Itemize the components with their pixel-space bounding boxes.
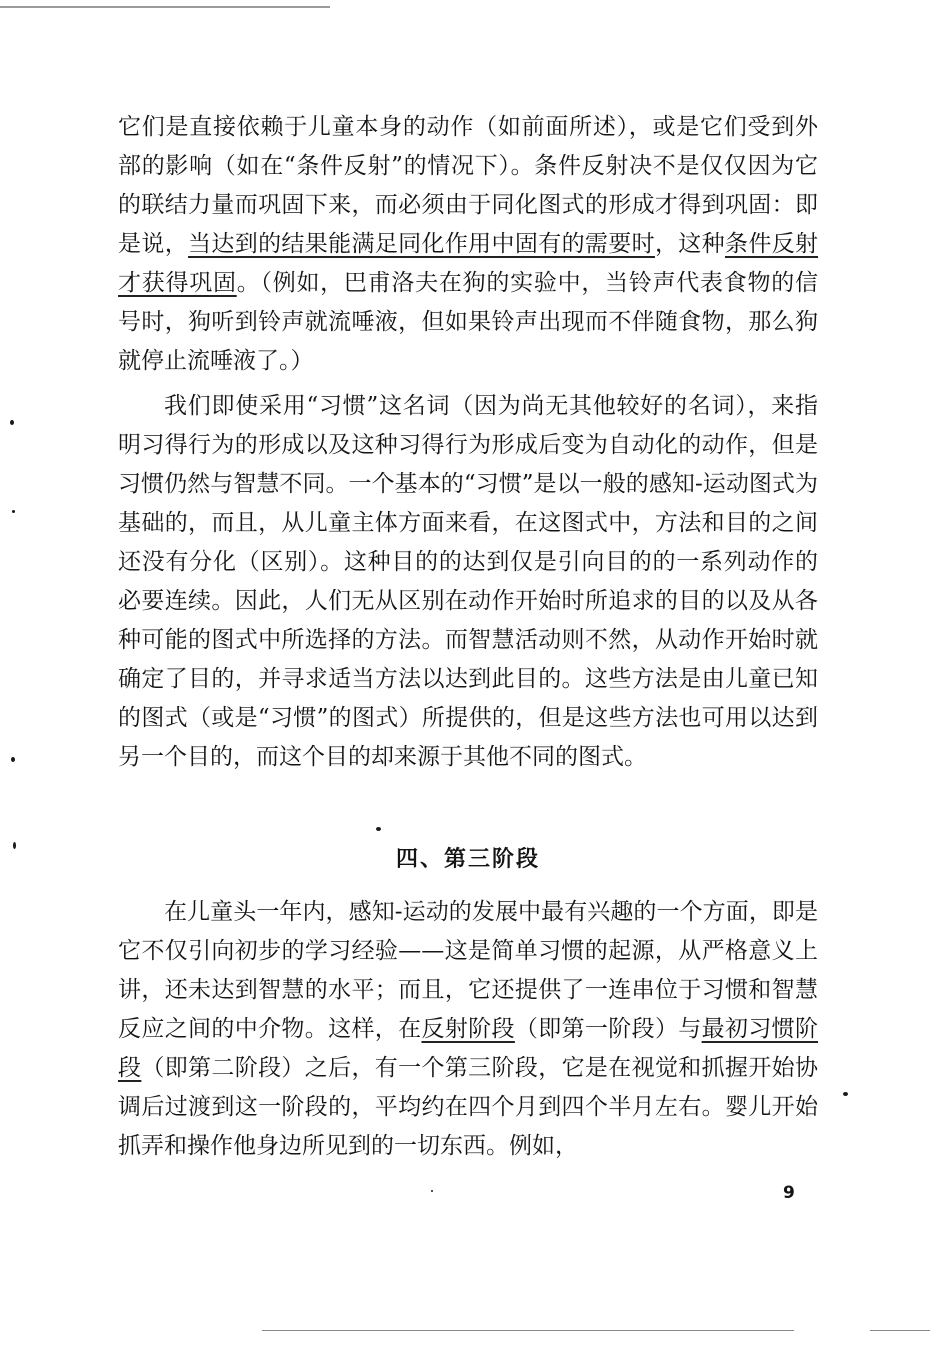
scan-speck <box>843 1092 848 1096</box>
paragraph-1-text-a: 它们是直接依赖于儿童本身的动作（如前面所述），或是它们受到外部的影响（如在“条件反射”的情况下）。条件反射决不是仅仅因为它的联结力量而巩固下来，而必须由于同化图式的形成才得到巩固：即是说， <box>118 114 818 257</box>
scan-speck <box>431 1190 433 1192</box>
scan-speck <box>13 842 16 849</box>
bottom-scan-rule <box>870 1330 930 1331</box>
underlined-phrase-reflex-consolidated: 条件反射才获得巩固 <box>118 231 819 296</box>
paragraph-3-text-a: 在儿童头一年内，感知-运动的发展中最有兴趣的一个方面，即是它不仅引向初步的学习经验——这是简单习惯的起源，从严格意义上讲，还未达到智慧的水平；而且，它还提供了一连串位于习惯和智慧反应之间的中介物。这样，在 <box>118 899 818 1042</box>
scan-speck <box>11 757 15 762</box>
paragraph-1-text-b: ，这种 <box>654 231 725 257</box>
bottom-scan-rule <box>262 1330 794 1331</box>
page-number: 9 <box>783 1183 795 1203</box>
section-heading: 四、第三阶段 <box>395 846 540 872</box>
scan-speck <box>12 510 15 513</box>
paragraph-conditioned-reflex <box>118 108 818 381</box>
paragraph-habit-vs-intelligence: 我们即使采用“习惯”这名词（因为尚无其他较好的名词），来指明习得行为的形成以及这种习得行为形成后变为自动化的动作，但是习惯仍然与智慧不同。一个基本的“习惯”是以一般的感知-运动图式为基础的，而且，从儿童主体方面来看，在这图式中，方法和目的之间还没有分化（区别）。这种目的的达到仅是引向目的的一系列动作的必要连续。因此，人们无从区别在动作开始时所追求的目的以及从各种可能的图式中所选择的方法。而智慧活动则不然，从动作开始时就确定了目的，并寻求适当方法以达到此目的。这些方法是由儿童已知的图式（或是“习惯”的图式）所提供的，但是这些方法也可用以达到另一个目的，而这个目的却来源于其他不同的图式。 <box>118 393 818 770</box>
paragraph-third-stage <box>118 893 818 1166</box>
paragraph-1-text-c: 。（例如，巴甫洛夫在狗的实验中，当铃声代表食物的信号时，狗听到铃声就流唾液，但如果铃声出现而不伴随食物，那么狗就停止流唾液了。） <box>118 270 819 374</box>
underlined-phrase-assimilation-need: 当达到的结果能满足同化作用中固有的需要时 <box>188 231 655 257</box>
paragraph-3-text-b: （即第一阶段）与 <box>514 1016 702 1042</box>
paragraph-3-text-c: （即第二阶段）之后，有一个第三阶段，它是在视觉和抓握开始协调后过渡到这一阶段的，平均约在四个月到四个半月左右。婴儿开始抓弄和操作他身边所见到的一切东西。例如， <box>118 1055 819 1159</box>
scan-speck <box>10 420 14 425</box>
underlined-phrase-reflex-stage: 反射阶段 <box>421 1016 515 1042</box>
scan-speck <box>376 827 381 831</box>
underlined-phrase-initial-habit-stage: 最初习惯阶段 <box>118 1016 819 1081</box>
top-scan-rule <box>0 6 330 8</box>
